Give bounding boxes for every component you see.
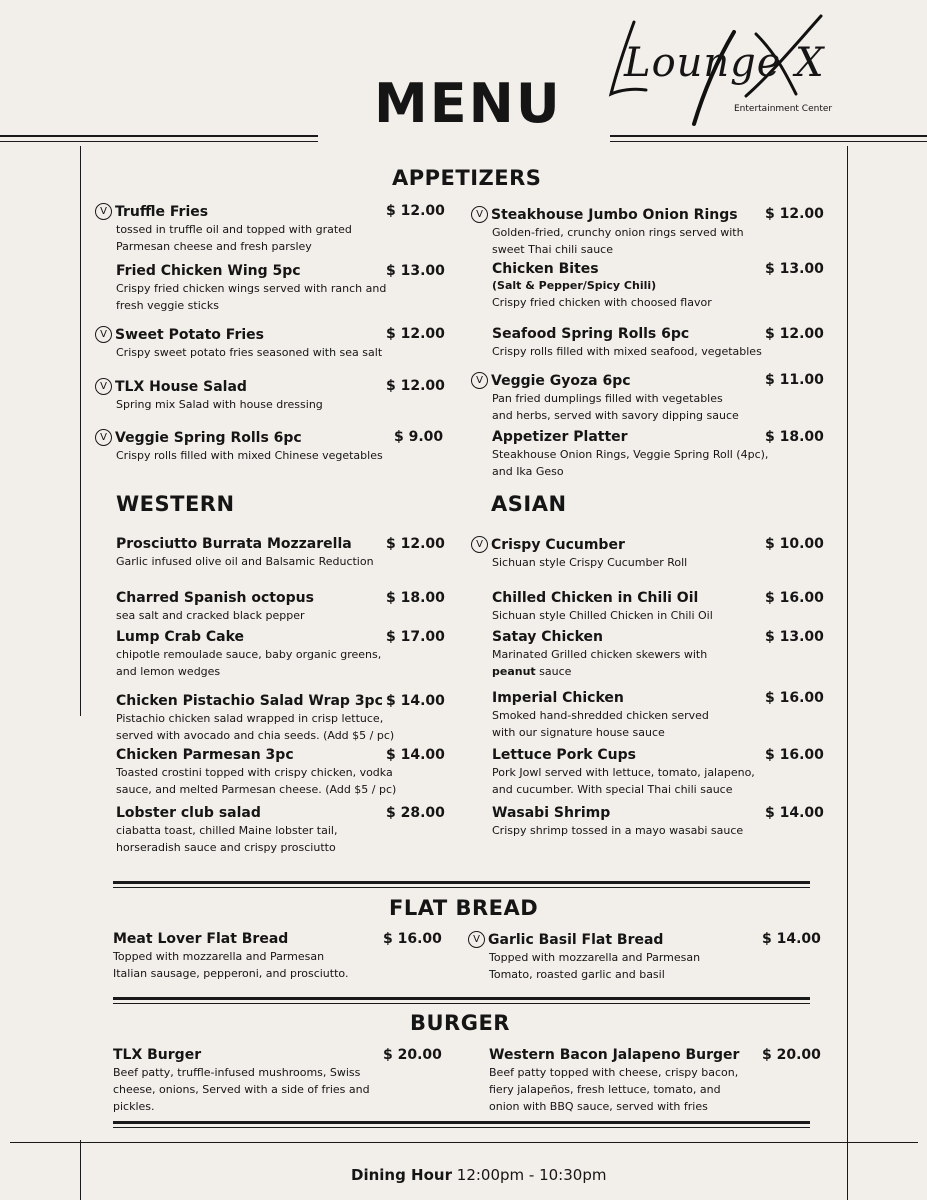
section-title-asian: ASIAN [491,492,567,516]
end-rule-2 [113,1127,810,1128]
burger-rule-2 [113,1003,810,1004]
item-description: Smoked hand-shredded chicken served with our signature house sauce [492,709,709,739]
item-name: Seafood Spring Rolls 6pc [492,326,690,342]
item-price: $ 12.00 [386,326,445,342]
section-title-appetizers: APPETIZERS [392,166,542,190]
menu-item [492,261,824,311]
item-price: $ 18.00 [386,590,445,606]
item-price: $ 10.00 [765,536,824,552]
page-title: MENU [374,72,562,135]
bottom-rule [10,1142,918,1143]
vegetarian-icon: V [471,372,488,389]
item-price: $ 16.00 [765,690,824,706]
item-name: Western Bacon Jalapeno Burger [489,1047,740,1063]
item-name: Truffle Fries [115,203,209,220]
top-rule-right [610,135,927,137]
menu-item [116,590,445,624]
item-name: Appetizer Platter [492,429,628,445]
item-price: $ 16.00 [765,590,824,606]
item-name: Veggie Gyoza 6pc [491,372,631,389]
item-price: $ 14.00 [386,693,445,709]
item-subtitle: (Salt & Pepper/Spicy Chili) [492,279,657,292]
item-name: TLX Burger [113,1047,202,1063]
menu-item [471,372,824,424]
frame-right [847,146,848,1200]
item-name: Meat Lover Flat Bread [113,931,289,947]
item-price: $ 16.00 [383,931,442,947]
item-name: Chilled Chicken in Chili Oil [492,590,699,606]
item-description: Crispy rolls filled with mixed Chinese vegetables [116,449,383,462]
item-description: Crispy rolls filled with mixed seafood, vegetables [492,345,762,358]
menu-item [113,931,442,982]
item-name: Wasabi Shrimp [492,805,611,821]
item-price: $ 12.00 [386,536,445,552]
top-rule-left [0,135,318,137]
vegetarian-icon: V [471,206,488,223]
brand-logo [606,14,836,132]
section-title-burger: BURGER [410,1011,510,1035]
item-name: Prosciutto Burrata Mozzarella [116,536,352,552]
item-price: $ 20.00 [762,1047,821,1063]
item-description: Garlic infused olive oil and Balsamic Reduction [116,555,374,568]
top-rule-left-thin [0,141,318,142]
vegetarian-icon: V [95,203,112,220]
menu-item [471,206,824,258]
menu-item [95,429,444,464]
item-description: Beef patty topped with cheese, crispy bacon, fiery jalapeños, fresh lettuce, tomato, and onion with BBQ sauce, served with fries [489,1066,739,1113]
item-name: TLX House Salad [115,378,247,395]
item-name: Crispy Cucumber [491,536,625,553]
vegetarian-icon: V [95,429,112,446]
top-rule-right-thin [610,141,927,142]
frame-left [80,146,81,716]
section-title-flatbread: FLAT BREAD [389,896,539,920]
item-description: Sichuan style Crispy Cucumber Roll [492,556,688,569]
item-description: Topped with mozzarella and Parmesan Tomato, roasted garlic and basil [489,951,701,981]
item-description: Steakhouse Onion Rings, Veggie Spring Roll (4pc), and Ika Geso [492,448,769,478]
item-name: Fried Chicken Wing 5pc [116,263,301,279]
menu-item [492,690,824,741]
item-price: $ 14.00 [386,747,445,763]
item-price: $ 18.00 [765,429,824,445]
item-name: Veggie Spring Rolls 6pc [115,429,302,446]
item-name: Chicken Bites [492,261,599,277]
item-price: $ 11.00 [765,372,824,388]
menu-item [95,378,445,413]
menu-item [492,429,824,480]
menu-item [95,326,445,361]
item-price: $ 9.00 [394,429,444,445]
flatbread-rule-1 [113,881,810,884]
item-price: $ 17.00 [386,629,445,645]
item-description: Marinated Grilled chicken skewers with peanut sauce [492,648,708,678]
item-price: $ 28.00 [386,805,445,821]
brand-name: Lounge X [624,40,825,86]
item-description: chipotle remoulade sauce, baby organic greens, and lemon wedges [116,648,382,678]
menu-item [471,536,824,571]
brand-subtitle: Entertainment Center [734,104,833,114]
item-name: Garlic Basil Flat Bread [488,931,664,948]
item-name: Lump Crab Cake [116,629,245,645]
item-name: Lettuce Pork Cups [492,747,636,763]
menu-item [492,326,824,360]
item-description: Sichuan style Chilled Chicken in Chili Oil [492,609,713,622]
menu-item [116,747,445,798]
item-description: Crispy fried chicken wings served with ranch and fresh veggie sticks [116,282,387,312]
item-name: Chicken Parmesan 3pc [116,747,294,763]
item-description: tossed in truffle oil and topped with grated Parmesan cheese and fresh parsley [116,223,352,253]
end-rule-1 [113,1121,810,1124]
item-description: Pork Jowl served with lettuce, tomato, jalapeno, and cucumber. With special Thai chili sauce [492,766,755,796]
menu-item [113,1047,442,1115]
item-description: Spring mix Salad with house dressing [116,398,323,411]
menu-item [489,1047,821,1115]
flatbread-rule-2 [113,887,810,888]
menu-item [95,203,445,255]
vegetarian-icon: V [468,931,485,948]
vegetarian-icon: V [95,378,112,395]
item-description: Beef patty, truffle-infused mushrooms, Swiss cheese, onions, Served with a side of fries and pickles. [113,1066,370,1113]
item-description: sea salt and cracked black pepper [116,609,305,622]
item-name: Charred Spanish octopus [116,590,314,606]
item-price: $ 14.00 [765,805,824,821]
menu-item [492,747,824,798]
item-description: Crispy shrimp tossed in a mayo wasabi sauce [492,824,744,837]
item-price: $ 12.00 [765,206,824,222]
item-description: Golden-fried, crunchy onion rings served with sweet Thai chili sauce [492,226,744,256]
item-price: $ 14.00 [762,931,821,947]
menu-item [492,805,824,839]
item-description: ciabatta toast, chilled Maine lobster tail, horseradish sauce and crispy prosciutto [116,824,338,854]
burger-rule-1 [113,997,810,1000]
item-name: Lobster club salad [116,805,261,821]
item-name: Sweet Potato Fries [115,326,264,343]
menu-item [492,629,824,680]
item-name: Imperial Chicken [492,690,624,706]
item-price: $ 12.00 [765,326,824,342]
dining-hours [351,1166,606,1184]
item-price: $ 12.00 [386,203,445,219]
menu-item [116,263,445,314]
item-description: Crispy sweet potato fries seasoned with sea salt [116,346,383,359]
item-description: Topped with mozzarella and Parmesan Italian sausage, pepperoni, and prosciutto. [113,950,349,980]
item-price: $ 16.00 [765,747,824,763]
menu-item [116,629,445,680]
item-price: $ 12.00 [386,378,445,394]
item-description: Pistachio chicken salad wrapped in crisp lettuce, served with avocado and chia seeds. (Add $5 / pc) [116,712,395,742]
vegetarian-icon: V [95,326,112,343]
item-name: Satay Chicken [492,629,603,645]
frame-left-lower [80,1140,81,1200]
vegetarian-icon: V [471,536,488,553]
item-price: $ 13.00 [765,629,824,645]
menu-item [468,931,821,983]
item-name: Chicken Pistachio Salad Wrap 3pc [116,693,383,709]
menu-item [116,693,445,744]
item-price: $ 20.00 [383,1047,442,1063]
dining-hours-label: Dining Hour [351,1166,452,1184]
section-title-western: WESTERN [116,492,235,516]
item-description: Pan fried dumplings filled with vegetables and herbs, served with savory dipping sauce [492,392,739,422]
dining-hours-value: 12:00pm - 10:30pm [456,1166,607,1184]
menu-item [116,805,445,856]
item-description: Toasted crostini topped with crispy chicken, vodka sauce, and melted Parmesan cheese. (Add $5 / pc) [116,766,397,796]
item-price: $ 13.00 [765,261,824,277]
menu-item [492,590,824,624]
menu-item [116,536,445,570]
item-price: $ 13.00 [386,263,445,279]
item-description: Crispy fried chicken with choosed flavor [492,296,712,309]
item-name: Steakhouse Jumbo Onion Rings [491,206,738,223]
